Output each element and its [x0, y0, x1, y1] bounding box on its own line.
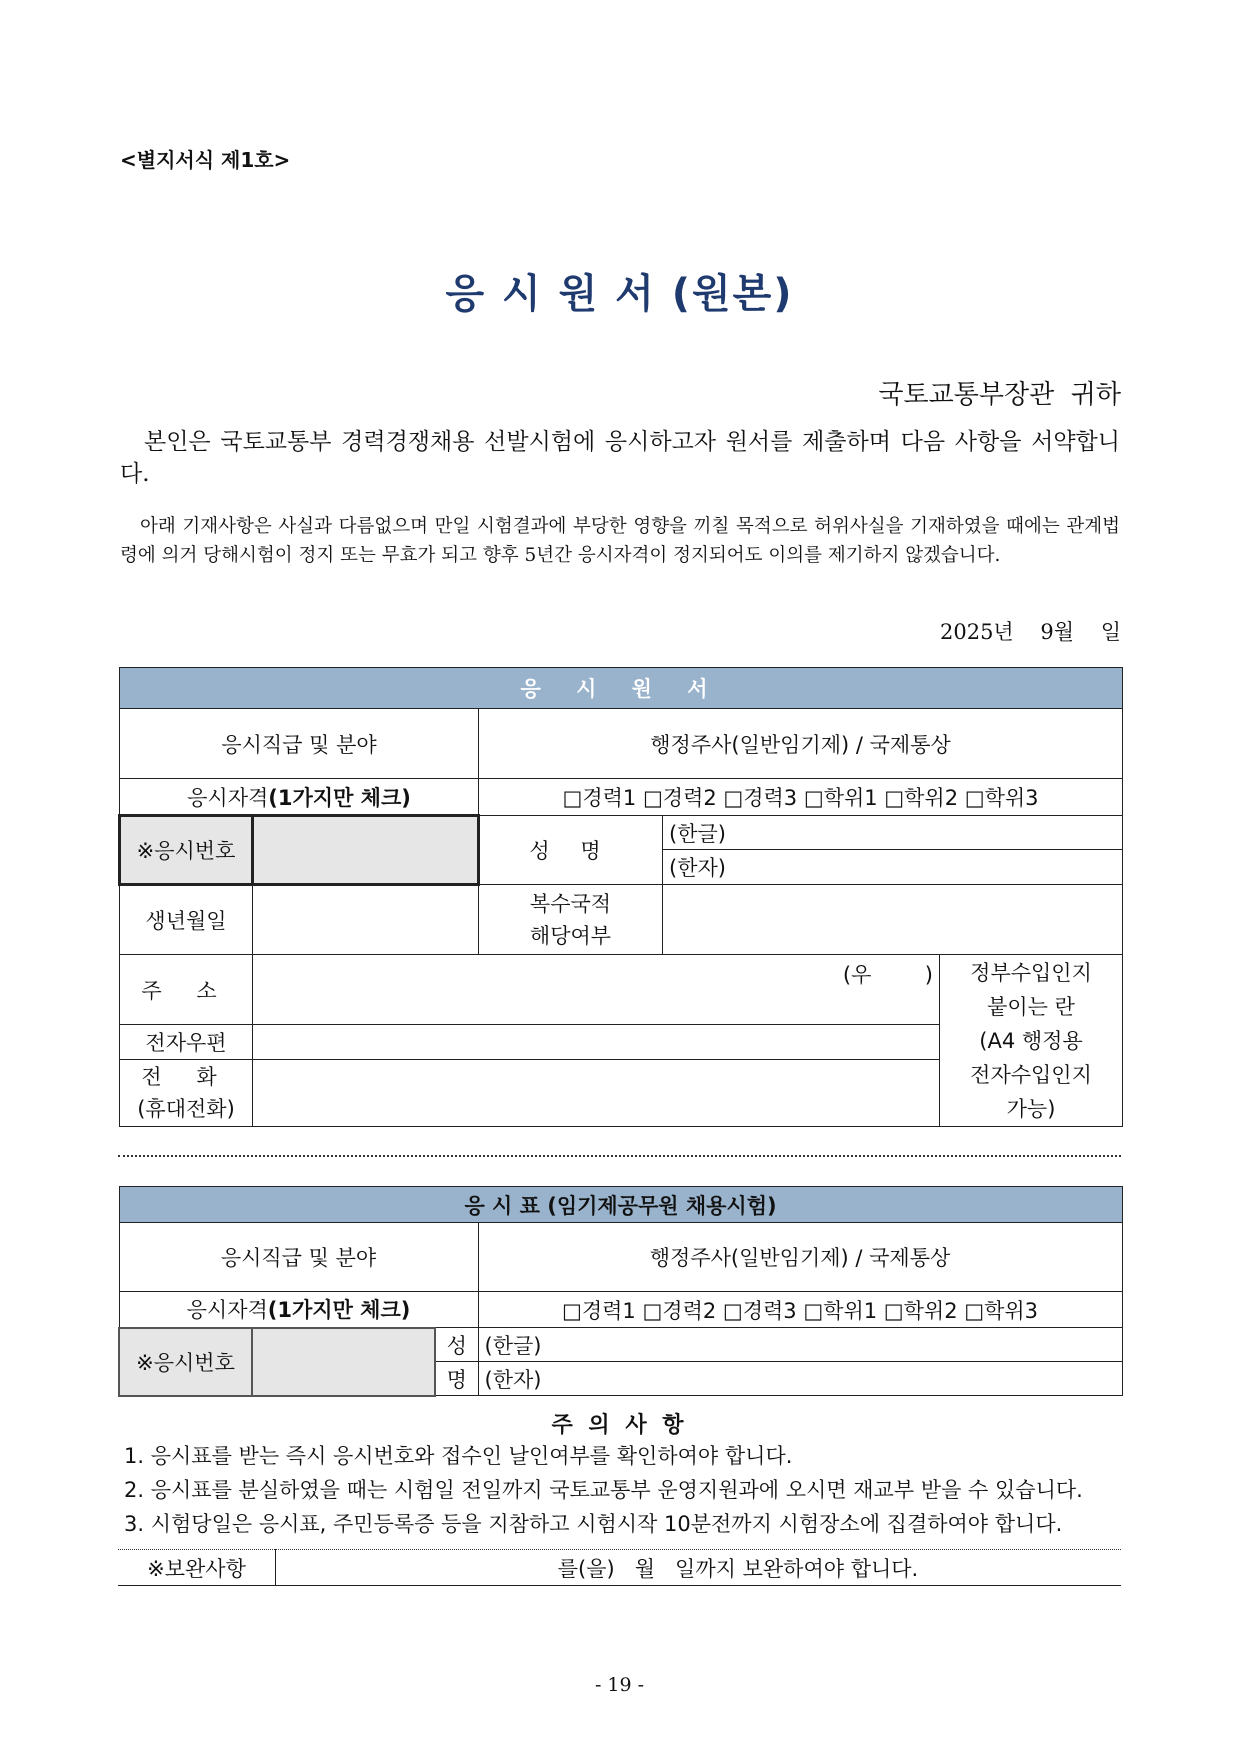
- page-title: 응 시 원 서 (원본): [445, 271, 794, 317]
- pledge-text: 본인은 국토교통부 경력경쟁채용 선발시험에 응시하고자 원서를 제출하며 다음 사항을 서약합니다.: [120, 429, 1120, 487]
- exam-ticket: [118, 1186, 1123, 1397]
- revenue-stamp-area: 정부수입인지 붙이는 란 (A4 행정용 전자수입인지 가능): [940, 955, 1123, 1127]
- birth-label: 생년월일: [120, 885, 253, 955]
- oath-text: 아래 기재사항은 사실과 다름없으며 만일 시험결과에 부당한 영향을 끼칠 목적으로 허위사실을 기재하였을 때에는 관계법령에 의거 당해시험이 정지 또는 무효가 되고 향후 5년간 응시자격이 정지되어도 이의를 제기하지 않겠습니다.: [120, 516, 1120, 566]
- qualification-label: 응시자격(1가지만 체크): [120, 779, 479, 816]
- application-header: 응 시 원 서: [120, 668, 1123, 709]
- name-korean-field[interactable]: (한글): [663, 816, 1123, 850]
- address-field[interactable]: (우 ): [253, 955, 940, 1025]
- birth-field[interactable]: [253, 885, 479, 955]
- ticket-qualification-options[interactable]: □경력1 □경력2 □경력3 □학위1 □학위2 □학위3: [478, 1292, 1122, 1328]
- email-label: 전자우편: [120, 1025, 253, 1060]
- ticket-name-char-1: 성: [435, 1328, 478, 1362]
- name-label: 성 명: [479, 816, 663, 885]
- email-field[interactable]: [253, 1025, 940, 1060]
- exam-number-label: ※응시번호: [120, 816, 253, 885]
- addressee: 국토교통부장관 귀하: [878, 380, 1121, 410]
- supplement-table: [118, 1549, 1121, 1586]
- phone-field[interactable]: [253, 1060, 940, 1127]
- cut-line: [118, 1155, 1121, 1157]
- position-label: 응시직급 및 분야: [120, 709, 479, 779]
- ticket-exam-number-field: [252, 1328, 435, 1396]
- exam-number-field: [253, 816, 479, 885]
- qualification-options[interactable]: □경력1 □경력2 □경력3 □학위1 □학위2 □학위3: [479, 779, 1123, 816]
- application-form: [118, 667, 1123, 1127]
- ticket-name-korean-field[interactable]: (한글): [478, 1328, 1122, 1362]
- notes-title: 주 의 사 항: [551, 1413, 688, 1438]
- note-item-1: 1. 응시표를 받는 즉시 응시번호와 접수인 날인여부를 확인하여야 합니다.: [124, 1444, 793, 1468]
- supplement-label: ※보완사항: [118, 1550, 276, 1586]
- note-item-3: 3. 시험당일은 응시표, 주민등록증 등을 지참하고 시험시작 10분전까지 시험장소에 집결하여야 합니다.: [124, 1512, 1063, 1536]
- address-label: 주 소: [120, 955, 253, 1025]
- ticket-exam-number-label: ※응시번호: [119, 1328, 252, 1396]
- phone-label: 전 화 (휴대전화): [120, 1060, 253, 1127]
- ticket-name-hanja-field[interactable]: (한자): [478, 1362, 1122, 1396]
- form-number: <별지서식 제1호>: [120, 148, 291, 172]
- name-hanja-field[interactable]: (한자): [663, 850, 1123, 885]
- dual-nationality-label: 복수국적 해당여부: [479, 885, 663, 955]
- ticket-name-char-2: 명: [435, 1362, 478, 1396]
- ticket-qualification-label: 응시자격(1가지만 체크): [119, 1292, 478, 1328]
- application-date: 2025년 9월 일: [939, 620, 1121, 644]
- page-number: - 19 -: [594, 1674, 645, 1696]
- dual-nationality-field[interactable]: [663, 885, 1123, 955]
- supplement-text: 를(을) 월 일까지 보완하여야 합니다.: [276, 1550, 1122, 1586]
- ticket-position-label: 응시직급 및 분야: [119, 1223, 478, 1292]
- position-value: 행정주사(일반임기제) / 국제통상: [479, 709, 1123, 779]
- ticket-position-value: 행정주사(일반임기제) / 국제통상: [478, 1223, 1122, 1292]
- note-item-2: 2. 응시표를 분실하였을 때는 시험일 전일까지 국토교통부 운영지원과에 오시면 재교부 받을 수 있습니다.: [124, 1478, 1083, 1502]
- ticket-header: 응 시 표 (임기제공무원 채용시험): [119, 1187, 1122, 1223]
